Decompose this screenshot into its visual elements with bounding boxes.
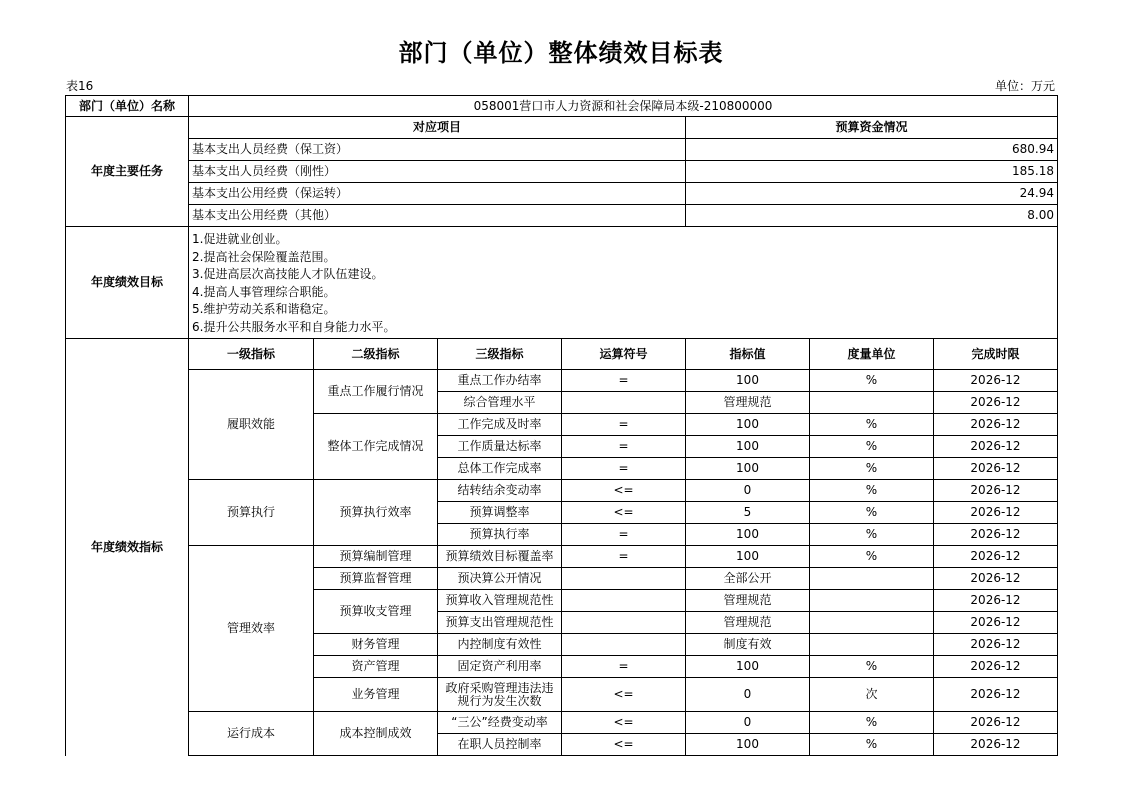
operator [562,568,686,590]
l3-indicator: 工作质量达标率 [438,436,562,458]
deadline: 2026-12 [934,436,1058,458]
indicator-value: 管理规范 [686,612,810,634]
indicator-value: 100 [686,436,810,458]
tasks-col-item: 对应项目 [189,117,686,139]
operator: = [562,524,686,546]
task-item: 基本支出公用经费（保运转） [189,183,686,205]
indicator-value: 5 [686,502,810,524]
l2-indicator: 整体工作完成情况 [314,414,438,480]
col-header-l2: 二级指标 [314,339,438,370]
dept-label: 部门（单位）名称 [66,96,189,117]
unit-label: 单位：万元 [994,79,1055,93]
deadline: 2026-12 [934,678,1058,712]
col-header-l1: 一级指标 [189,339,314,370]
performance-table [65,95,1058,756]
measure-unit [810,634,934,656]
measure-unit: % [810,656,934,678]
col-header-deadline: 完成时限 [934,339,1058,370]
operator: <= [562,712,686,734]
deadline: 2026-12 [934,370,1058,392]
l1-indicator: 预算执行 [189,480,314,546]
indicator-value: 0 [686,480,810,502]
l1-indicator: 运行成本 [189,712,314,756]
measure-unit: 次 [810,678,934,712]
page-title: 部门（单位）整体绩效目标表 [398,39,724,67]
operator: <= [562,678,686,712]
deadline: 2026-12 [934,414,1058,436]
deadline: 2026-12 [934,458,1058,480]
measure-unit [810,612,934,634]
l3-indicator: 结转结余变动率 [438,480,562,502]
operator [562,634,686,656]
operator: = [562,656,686,678]
operator: = [562,414,686,436]
deadline: 2026-12 [934,524,1058,546]
measure-unit [810,568,934,590]
deadline: 2026-12 [934,612,1058,634]
deadline: 2026-12 [934,634,1058,656]
deadline: 2026-12 [934,568,1058,590]
l2-indicator: 预算执行效率 [314,480,438,546]
task-amount: 8.00 [686,205,1058,227]
l3-indicator: 工作完成及时率 [438,414,562,436]
col-header-op: 运算符号 [562,339,686,370]
measure-unit: % [810,524,934,546]
indicator-value: 100 [686,524,810,546]
l3-indicator: 预决算公开情况 [438,568,562,590]
measure-unit: % [810,712,934,734]
measure-unit: % [810,734,934,756]
operator: <= [562,502,686,524]
indicator-value: 0 [686,678,810,712]
l3-indicator: 预算执行率 [438,524,562,546]
goal-item: 3.促进高层次高技能人才队伍建设。 [192,267,384,281]
operator: <= [562,734,686,756]
l3-indicator: 预算调整率 [438,502,562,524]
l2-indicator: 预算收支管理 [314,590,438,634]
operator: = [562,370,686,392]
goals-label: 年度绩效目标 [66,227,189,339]
col-header-value: 指标值 [686,339,810,370]
task-item: 基本支出公用经费（其他） [189,205,686,227]
deadline: 2026-12 [934,734,1058,756]
deadline: 2026-12 [934,480,1058,502]
measure-unit: % [810,370,934,392]
indicator-value: 全部公开 [686,568,810,590]
operator: = [562,436,686,458]
measure-unit: % [810,502,934,524]
l2-indicator: 预算编制管理 [314,546,438,568]
l2-indicator: 重点工作履行情况 [314,370,438,414]
operator [562,590,686,612]
table-number: 表16 [66,79,94,93]
operator: <= [562,480,686,502]
operator [562,392,686,414]
operator: = [562,546,686,568]
l2-indicator: 成本控制成效 [314,712,438,756]
l2-indicator: 资产管理 [314,656,438,678]
indicator-value: 管理规范 [686,590,810,612]
measure-unit [810,590,934,612]
task-item: 基本支出人员经费（保工资） [189,139,686,161]
task-amount: 24.94 [686,183,1058,205]
indicator-value: 0 [686,712,810,734]
l3-indicator: 固定资产利用率 [438,656,562,678]
measure-unit: % [810,480,934,502]
deadline: 2026-12 [934,712,1058,734]
measure-unit: % [810,414,934,436]
deadline: 2026-12 [934,546,1058,568]
task-amount: 680.94 [686,139,1058,161]
goal-item: 6.提升公共服务水平和自身能力水平。 [192,319,396,334]
measure-unit: % [810,546,934,568]
indicators-label: 年度绩效指标 [66,339,189,756]
task-item: 基本支出人员经费（刚性） [189,161,686,183]
operator: = [562,458,686,480]
dept-value: 058001营口市人力资源和社会保障局本级-210800000 [189,96,1058,117]
deadline: 2026-12 [934,656,1058,678]
l1-indicator: 履职效能 [189,370,314,480]
operator [562,612,686,634]
l3-indicator: “三公”经费变动率 [438,712,562,734]
l3-indicator: 综合管理水平 [438,392,562,414]
l3-indicator: 在职人员控制率 [438,734,562,756]
indicator-value: 制度有效 [686,634,810,656]
measure-unit: % [810,458,934,480]
tasks-col-budget: 预算资金情况 [686,117,1058,139]
l1-indicator: 管理效率 [189,546,314,712]
measure-unit: % [810,436,934,458]
l3-indicator: 内控制度有效性 [438,634,562,656]
indicator-value: 100 [686,458,810,480]
indicator-value: 100 [686,414,810,436]
l3-indicator: 预算绩效目标覆盖率 [438,546,562,568]
task-amount: 185.18 [686,161,1058,183]
l3-indicator: 政府采购管理违法违规行为发生次数 [438,678,562,712]
l3-indicator: 预算收入管理规范性 [438,590,562,612]
tasks-label: 年度主要任务 [66,117,189,227]
goals-list [189,227,1058,339]
l2-indicator: 业务管理 [314,678,438,712]
deadline: 2026-12 [934,502,1058,524]
indicator-value: 管理规范 [686,392,810,414]
indicator-value: 100 [686,734,810,756]
goal-item: 4.提高人事管理综合职能。 [192,284,336,299]
measure-unit [810,392,934,414]
l2-indicator: 预算监督管理 [314,568,438,590]
indicator-value: 100 [686,370,810,392]
l2-indicator: 财务管理 [314,634,438,656]
deadline: 2026-12 [934,590,1058,612]
goal-item: 5.维护劳动关系和谐稳定。 [192,302,336,316]
l3-indicator: 总体工作完成率 [438,458,562,480]
col-header-unit: 度量单位 [810,339,934,370]
l3-indicator: 重点工作办结率 [438,370,562,392]
col-header-l3: 三级指标 [438,339,562,370]
indicator-value: 100 [686,546,810,568]
goal-item: 2.提高社会保险覆盖范围。 [192,249,336,264]
goal-item: 1.促进就业创业。 [192,232,288,246]
indicator-value: 100 [686,656,810,678]
deadline: 2026-12 [934,392,1058,414]
l3-indicator: 预算支出管理规范性 [438,612,562,634]
